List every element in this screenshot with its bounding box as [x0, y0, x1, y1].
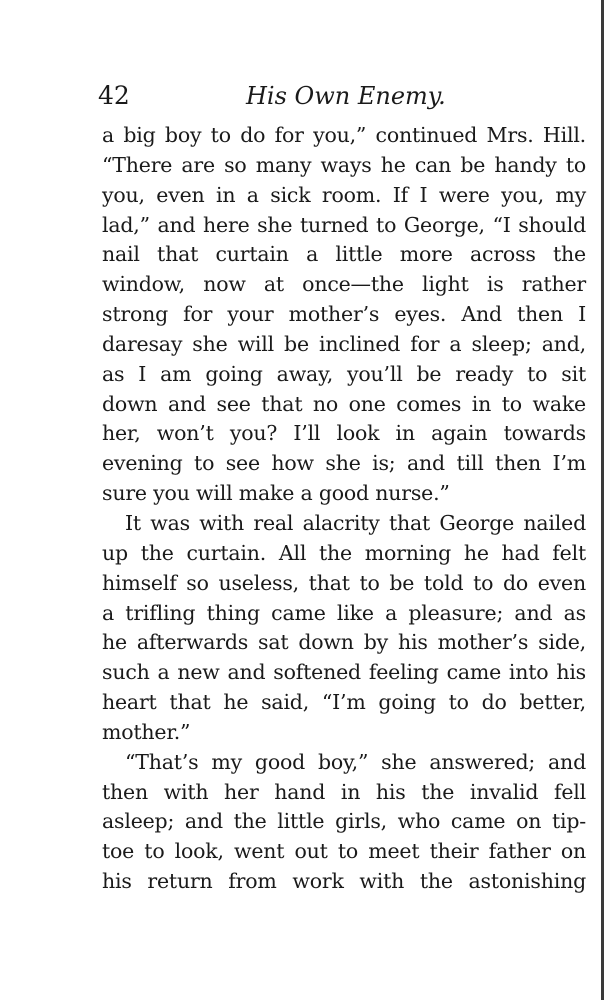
running-title: His Own Enemy.: [246, 82, 446, 110]
text-line: nail that curtain a little more across the: [102, 242, 586, 267]
text-line: “There are so many ways he can be handy to: [102, 152, 586, 177]
text-line: up the curtain. All the morning he had felt: [102, 540, 586, 565]
text-line: daresay she will be inclined for a sleep; and,: [102, 331, 586, 356]
page-edge-shadow: [601, 0, 604, 1000]
paragraph-end-line: mother.”: [102, 719, 191, 744]
text-line: asleep; and the little girls, who came on tip-: [102, 809, 586, 834]
text-line: as I am going away, you’ll be ready to sit: [102, 361, 586, 386]
paragraph-start-line: “That’s my good boy,” she answered; and: [125, 749, 586, 774]
text-line: his return from work with the astonishing: [102, 869, 586, 894]
paragraph-start-line: It was with real alacrity that George nailed: [125, 510, 586, 535]
body-text: [102, 121, 586, 897]
text-line: he afterwards sat down by his mother’s side,: [102, 630, 586, 655]
page-number: 42: [98, 81, 130, 110]
text-line: a big boy to do for you,” continued Mrs. Hill.: [102, 123, 586, 147]
text-line: down and see that no one comes in to wake: [102, 391, 586, 416]
text-line: such a new and softened feeling came into his: [102, 660, 586, 685]
text-line: a trifling thing came like a pleasure; and as: [102, 600, 586, 625]
text-line: himself so useless, that to be told to do even: [102, 570, 586, 595]
text-line: then with her hand in his the invalid fell: [102, 779, 586, 804]
text-line: her, won’t you? I’ll look in again towards: [102, 421, 586, 446]
text-line: lad,” and here she turned to George, “I should: [102, 212, 586, 237]
text-line: heart that he said, “I’m going to do better,: [102, 690, 586, 715]
text-line: toe to look, went out to meet their father on: [102, 839, 586, 864]
text-line: strong for your mother’s eyes. And then I: [102, 302, 586, 327]
page-header: [98, 80, 582, 120]
text-line: window, now at once—the light is rather: [102, 272, 586, 297]
text-line: evening to see how she is; and till then I’m: [102, 451, 586, 476]
paragraph-end-line: sure you will make a good nurse.”: [102, 481, 450, 506]
text-line: you, even in a sick room. If I were you, my: [102, 182, 586, 207]
